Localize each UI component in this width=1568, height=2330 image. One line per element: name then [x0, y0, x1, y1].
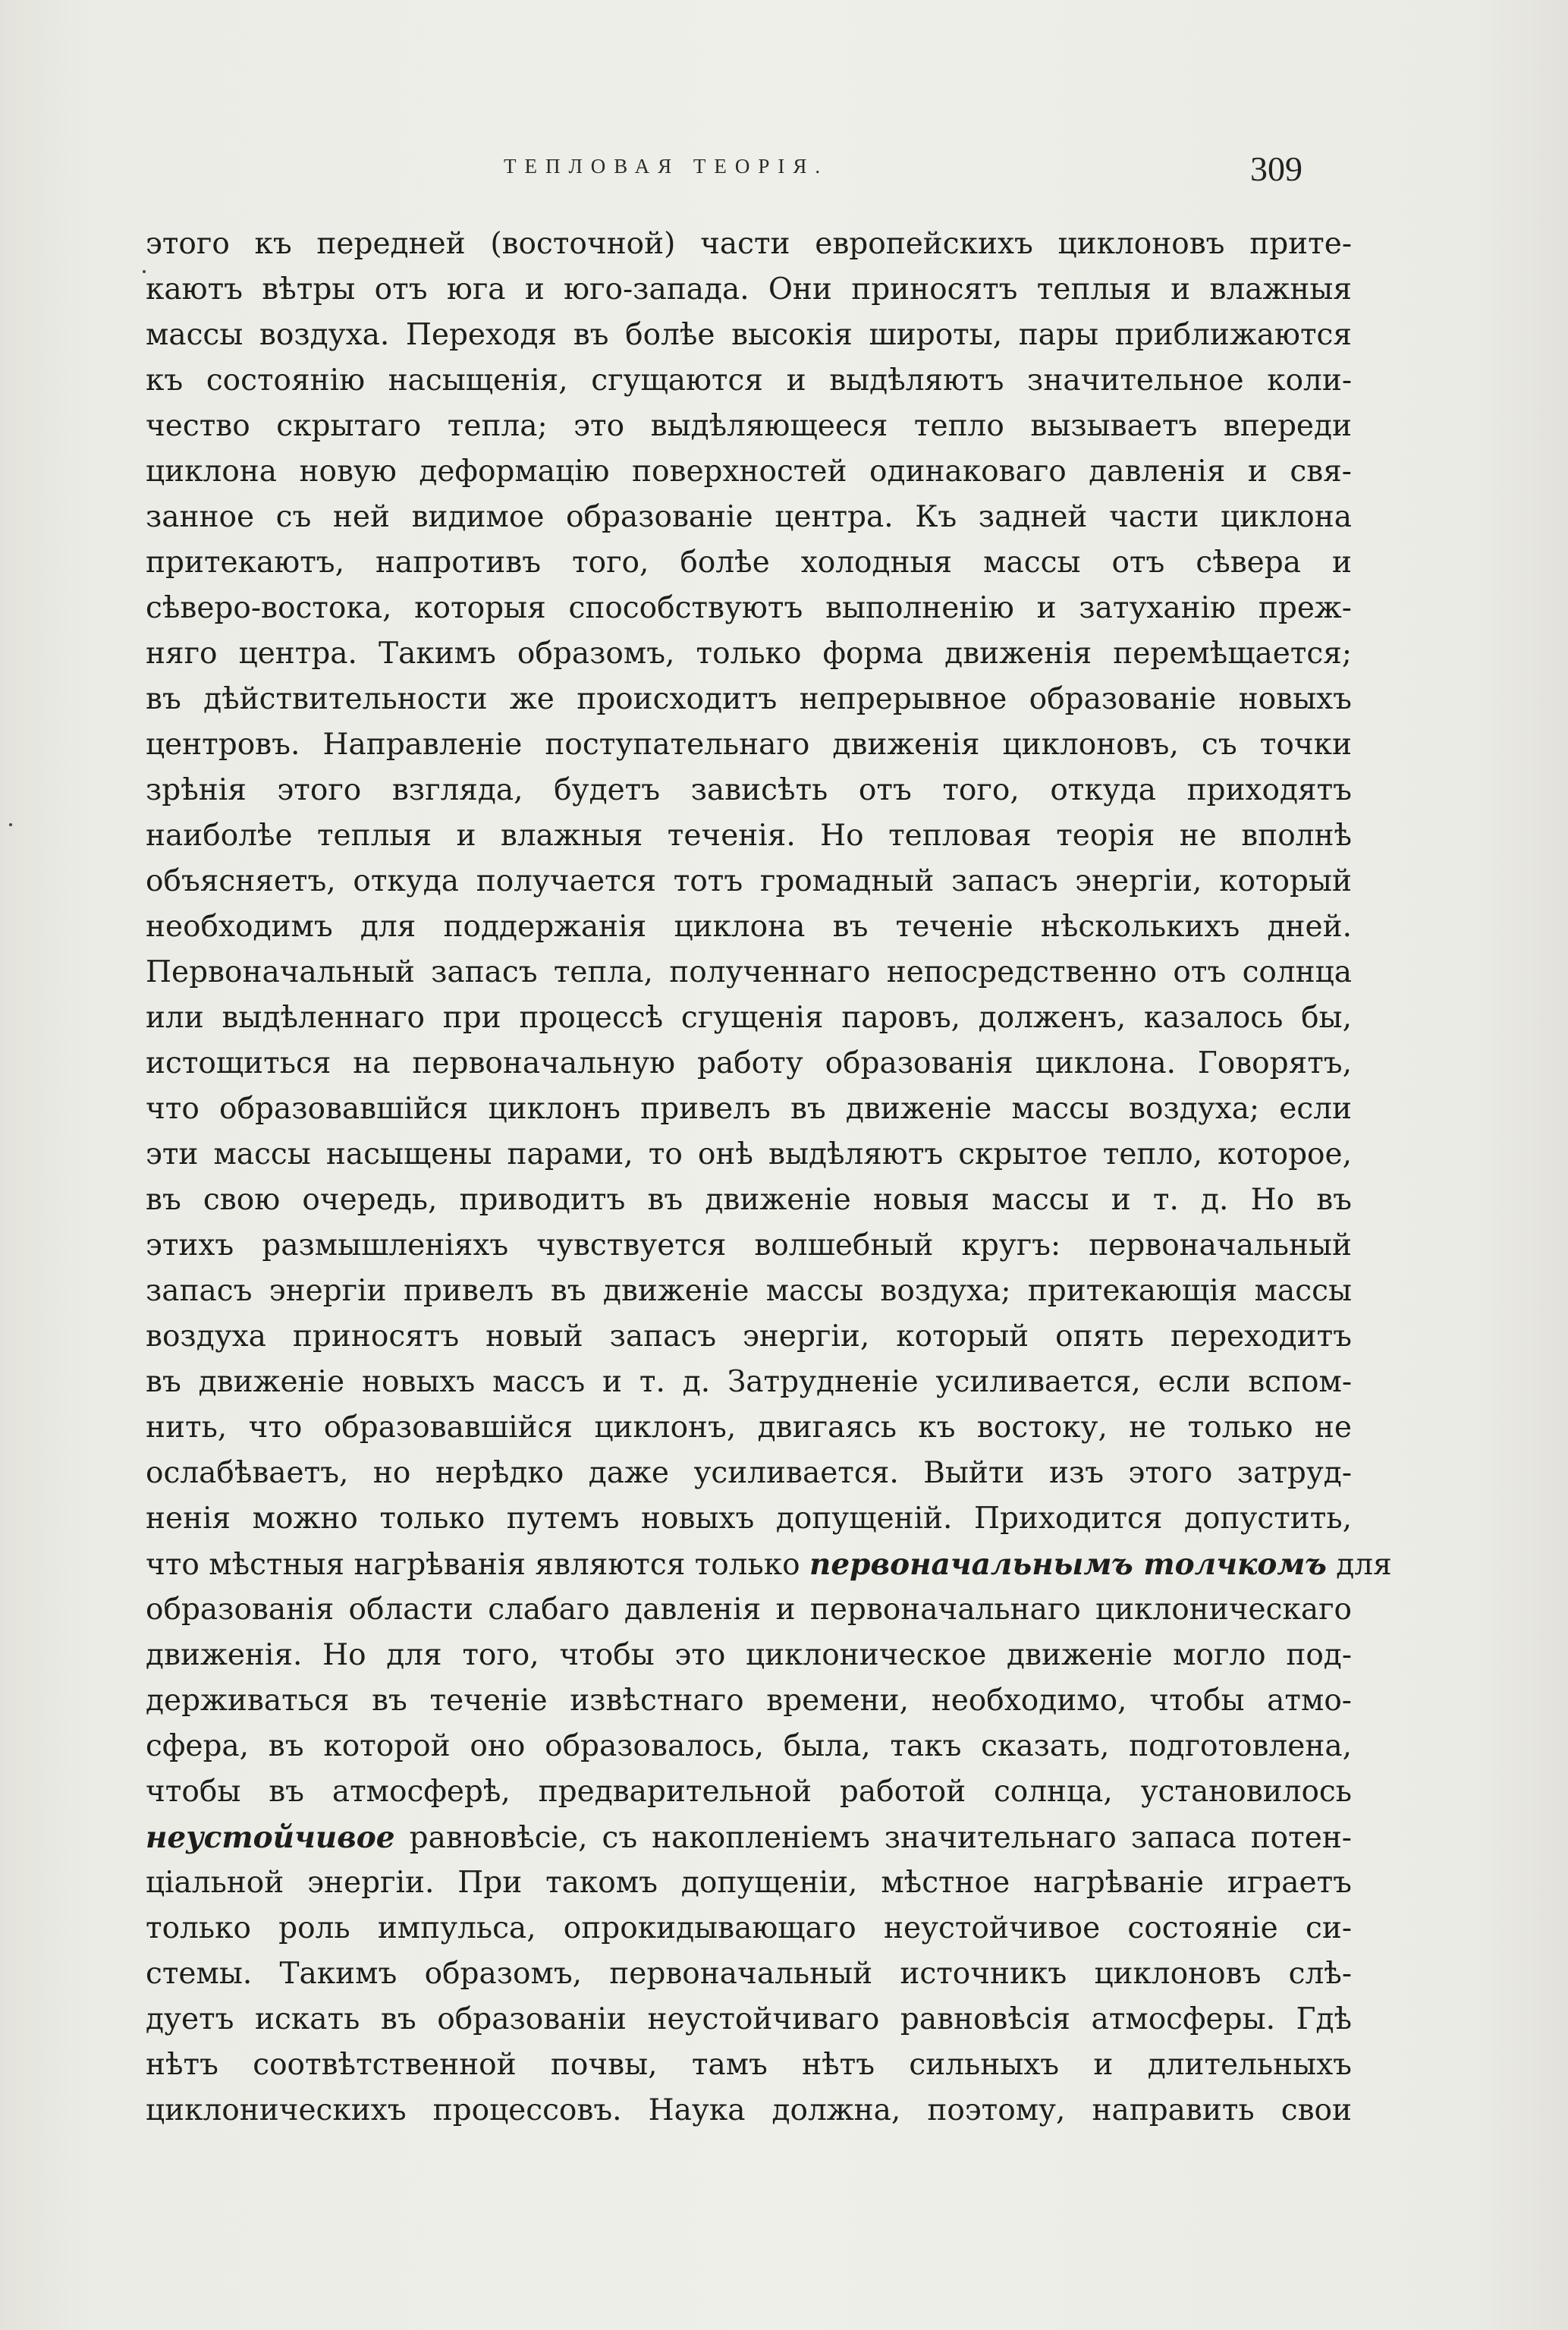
text-line: или выдѣленнаго при процессѣ сгущенія паровъ, долженъ, казалось бы,	[146, 1001, 1352, 1035]
text-line: этого къ передней (восточной) части европейскихъ циклоновъ прите-	[146, 227, 1352, 261]
text-line: запасъ энергіи привелъ въ движеніе массы воздуха; притекающія массы	[146, 1274, 1352, 1308]
text-line: чтобы въ атмосферѣ, предварительной работой солнца, установилось	[146, 1775, 1352, 1809]
text-line: циклоническихъ процессовъ. Наука должна, поэтому, направить свои	[146, 2093, 1352, 2127]
text-line: притекаютъ, напротивъ того, болѣе холодныя массы отъ сѣвера и	[146, 546, 1352, 580]
text-line: въ движеніе новыхъ массъ и т. д. Затрудненіе усиливается, если вспом-	[146, 1365, 1352, 1399]
margin-mark	[9, 823, 12, 826]
text-line: сѣверо-востока, которыя способствуютъ выполненію и затуханію преж-	[146, 591, 1352, 625]
text-line-with-emphasis	[146, 1815, 1352, 1860]
text-line: въ свою очередь, приводитъ въ движеніе новыя массы и т. д. Но въ	[146, 1183, 1352, 1217]
emphasized-word: неустойчивое	[146, 1820, 395, 1855]
text-line: занное съ ней видимое образованіе центра. Къ задней части циклона	[146, 500, 1352, 534]
text-line: только роль импульса, опрокидывающаго неустойчивое состояніе си-	[146, 1911, 1352, 1945]
running-title: ТЕПЛОВАЯ ТЕОРІЯ.	[504, 155, 829, 178]
text-line: Первоначальный запасъ тепла, полученнаго непосредственно отъ солнца	[146, 955, 1352, 989]
text-line-with-emphasis	[146, 1542, 1392, 1587]
text-line: нить, что образовавшійся циклонъ, двигаясь къ востоку, не только не	[146, 1410, 1352, 1445]
body-text	[146, 222, 1392, 2133]
text-line: держиваться въ теченіе извѣстнаго времени, необходимо, чтобы атмо-	[146, 1684, 1352, 1718]
margin-mark	[143, 270, 146, 273]
text-segment: для	[1336, 1548, 1392, 1582]
text-line: этихъ размышленіяхъ чувствуется волшебный кругъ: первоначальный	[146, 1228, 1352, 1262]
running-head	[0, 150, 1568, 196]
text-line: сфера, въ которой оно образовалось, была, такъ сказать, подготовлена,	[146, 1729, 1352, 1763]
text-line: няго центра. Такимъ образомъ, только форма движенія перемѣщается;	[146, 637, 1352, 671]
text-segment: равновѣсіе, съ накопленіемъ значительнаго запаса потен-	[409, 1821, 1352, 1855]
text-line: эти массы насыщены парами, то онѣ выдѣляютъ скрытое тепло, которое,	[146, 1137, 1352, 1171]
page-number: 309	[1250, 149, 1302, 188]
text-line: ненія можно только путемъ новыхъ допущеній. Приходится допустить,	[146, 1501, 1352, 1536]
text-line: къ состоянію насыщенія, сгущаются и выдѣляютъ значительное коли-	[146, 363, 1352, 398]
text-line: чество скрытаго тепла; это выдѣляющееся тепло вызываетъ впереди	[146, 409, 1352, 443]
text-line: циклона новую деформацію поверхностей одинаковаго давленія и свя-	[146, 454, 1352, 489]
text-line: ослабѣваетъ, но нерѣдко даже усиливается. Выйти изъ этого затруд-	[146, 1456, 1352, 1490]
text-line: необходимъ для поддержанія циклона въ теченіе нѣсколькихъ дней.	[146, 910, 1352, 944]
text-line: наиболѣе теплыя и влажныя теченія. Но тепловая теорія не вполнѣ	[146, 819, 1352, 853]
text-line: воздуха приносятъ новый запасъ энергіи, который опять переходитъ	[146, 1319, 1352, 1354]
text-line: центровъ. Направленіе поступательнаго движенія циклоновъ, съ точки	[146, 728, 1352, 762]
text-line: что образовавшійся циклонъ привелъ въ движеніе массы воздуха; если	[146, 1092, 1352, 1126]
text-line: ціальной энергіи. При такомъ допущеніи, мѣстное нагрѣваніе играетъ	[146, 1866, 1352, 1900]
text-line: каютъ вѣтры отъ юга и юго-запада. Они приносятъ теплыя и влажныя	[146, 272, 1352, 307]
text-line: стемы. Такимъ образомъ, первоначальный источникъ циклоновъ слѣ-	[146, 1957, 1352, 1991]
text-line: нѣтъ соотвѣтственной почвы, тамъ нѣтъ сильныхъ и длительныхъ	[146, 2048, 1352, 2082]
text-line: дуетъ искать въ образованіи неустойчиваго равновѣсія атмосферы. Гдѣ	[146, 2002, 1352, 2036]
text-line: движенія. Но для того, чтобы это циклоническое движеніе могло под-	[146, 1638, 1352, 1672]
text-line: образованія области слабаго давленія и первоначальнаго циклоническаго	[146, 1593, 1352, 1627]
text-segment: что мѣстныя нагрѣванія являются только	[146, 1548, 800, 1582]
text-line: объясняетъ, откуда получается тотъ громадный запасъ энергіи, который	[146, 864, 1352, 898]
text-line: массы воздуха. Переходя въ болѣе высокія широты, пары приближаются	[146, 318, 1352, 352]
text-line: зрѣнія этого взгляда, будетъ зависѣть отъ того, откуда приходятъ	[146, 773, 1352, 807]
emphasized-phrase: первоначальнымъ толчкомъ	[809, 1547, 1327, 1582]
text-line: въ дѣйствительности же происходитъ непрерывное образованіе новыхъ	[146, 682, 1352, 716]
text-line: истощиться на первоначальную работу образованія циклона. Говорятъ,	[146, 1046, 1352, 1080]
